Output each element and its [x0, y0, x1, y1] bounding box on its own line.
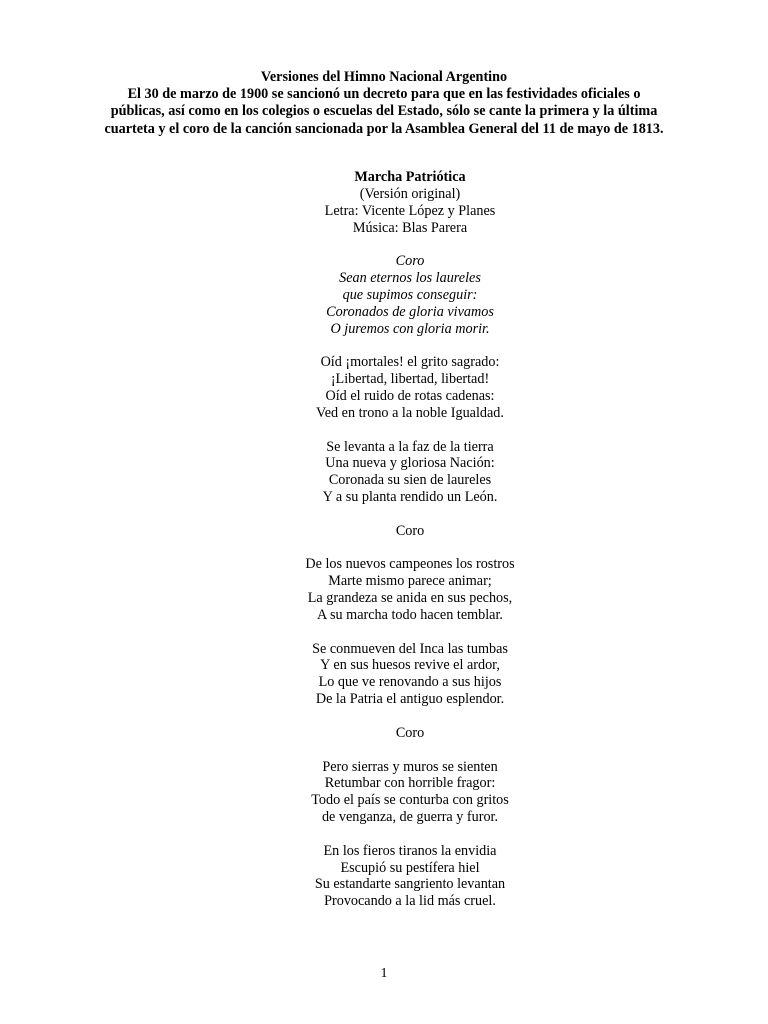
refrain-label: Coro — [395, 522, 425, 539]
song-version: (Versión original) — [359, 185, 461, 202]
stanza-line: A su marcha todo hacen temblar. — [317, 606, 503, 623]
stanza-line: Y en sus huesos revive el ardor, — [320, 657, 500, 674]
chorus-line: O juremos con gloria morir. — [330, 320, 490, 337]
spacer — [150, 708, 670, 725]
stanza-line: La grandeza se anida en sus pechos, — [307, 590, 513, 607]
stanza-line: Una nueva y gloriosa Nación: — [325, 455, 495, 472]
chorus-line: Coronados de gloria vivamos — [326, 303, 494, 320]
stanza-line: Lo que ve renovando a sus hijos — [318, 674, 502, 691]
spacer — [150, 337, 670, 354]
spacer — [150, 624, 670, 641]
stanza-line: Ved en trono a la noble Igualdad. — [316, 404, 504, 421]
song-title: Marcha Patriótica — [354, 169, 466, 185]
spacer — [150, 236, 670, 253]
stanza-line: Se conmueven del Inca las tumbas — [312, 640, 508, 657]
stanza-line: Escupió su pestífera hiel — [340, 859, 480, 876]
chorus-line: que supimos conseguir: — [342, 286, 478, 303]
document-header — [100, 69, 668, 138]
anthem-text — [150, 169, 670, 910]
chorus-line: Sean eternos los laureles — [339, 270, 481, 287]
decree-paragraph: El 30 de marzo de 1900 se sancionó un decreto para que en las festividades oficiales o públicas, así como en los colegios o escuelas del Estado, sólo se cante la primera y la última cuarteta y el coro de la canción sancionada por la Asamblea General del 11 de mayo de 1813. — [104, 86, 664, 137]
spacer — [150, 422, 670, 439]
stanza-line: Provocando a la lid más cruel. — [324, 893, 496, 910]
page-number: 1 — [380, 966, 388, 981]
chorus-label: Coro — [395, 253, 425, 270]
refrain-label: Coro — [395, 724, 425, 741]
stanza-line: Y a su planta rendido un León. — [322, 489, 498, 506]
spacer — [150, 742, 670, 759]
spacer — [150, 826, 670, 843]
stanza-line: De los nuevos campeones los rostros — [305, 556, 515, 573]
stanza-line: De la Patria el antiguo esplendor. — [315, 691, 505, 708]
stanza-line: Coronada su sien de laureles — [328, 472, 492, 489]
spacer — [150, 506, 670, 523]
stanza-line: En los fieros tiranos la envidia — [323, 842, 497, 859]
stanza-line: Oíd el ruido de rotas cadenas: — [325, 387, 495, 404]
stanza-line: Su estandarte sangriento levantan — [314, 876, 506, 893]
lyrics-credit: Letra: Vicente López y Planes — [324, 202, 496, 219]
stanza-line: Oíd ¡mortales! el grito sagrado: — [320, 354, 500, 371]
stanza-line: Se levanta a la faz de la tierra — [326, 438, 494, 455]
stanza-line: Pero sierras y muros se sienten — [322, 758, 498, 775]
spacer — [150, 540, 670, 557]
stanza-line: Retumbar con horrible fragor: — [324, 775, 496, 792]
stanza-line: de venganza, de guerra y furor. — [321, 809, 499, 826]
stanza-line: Marte mismo parece animar; — [328, 573, 492, 590]
document-title: Versiones del Himno Nacional Argentino — [260, 69, 508, 85]
stanza-line: Todo el país se conturba con gritos — [311, 792, 509, 809]
stanza-line: ¡Libertad, libertad, libertad! — [330, 371, 490, 388]
music-credit: Música: Blas Parera — [352, 219, 468, 236]
